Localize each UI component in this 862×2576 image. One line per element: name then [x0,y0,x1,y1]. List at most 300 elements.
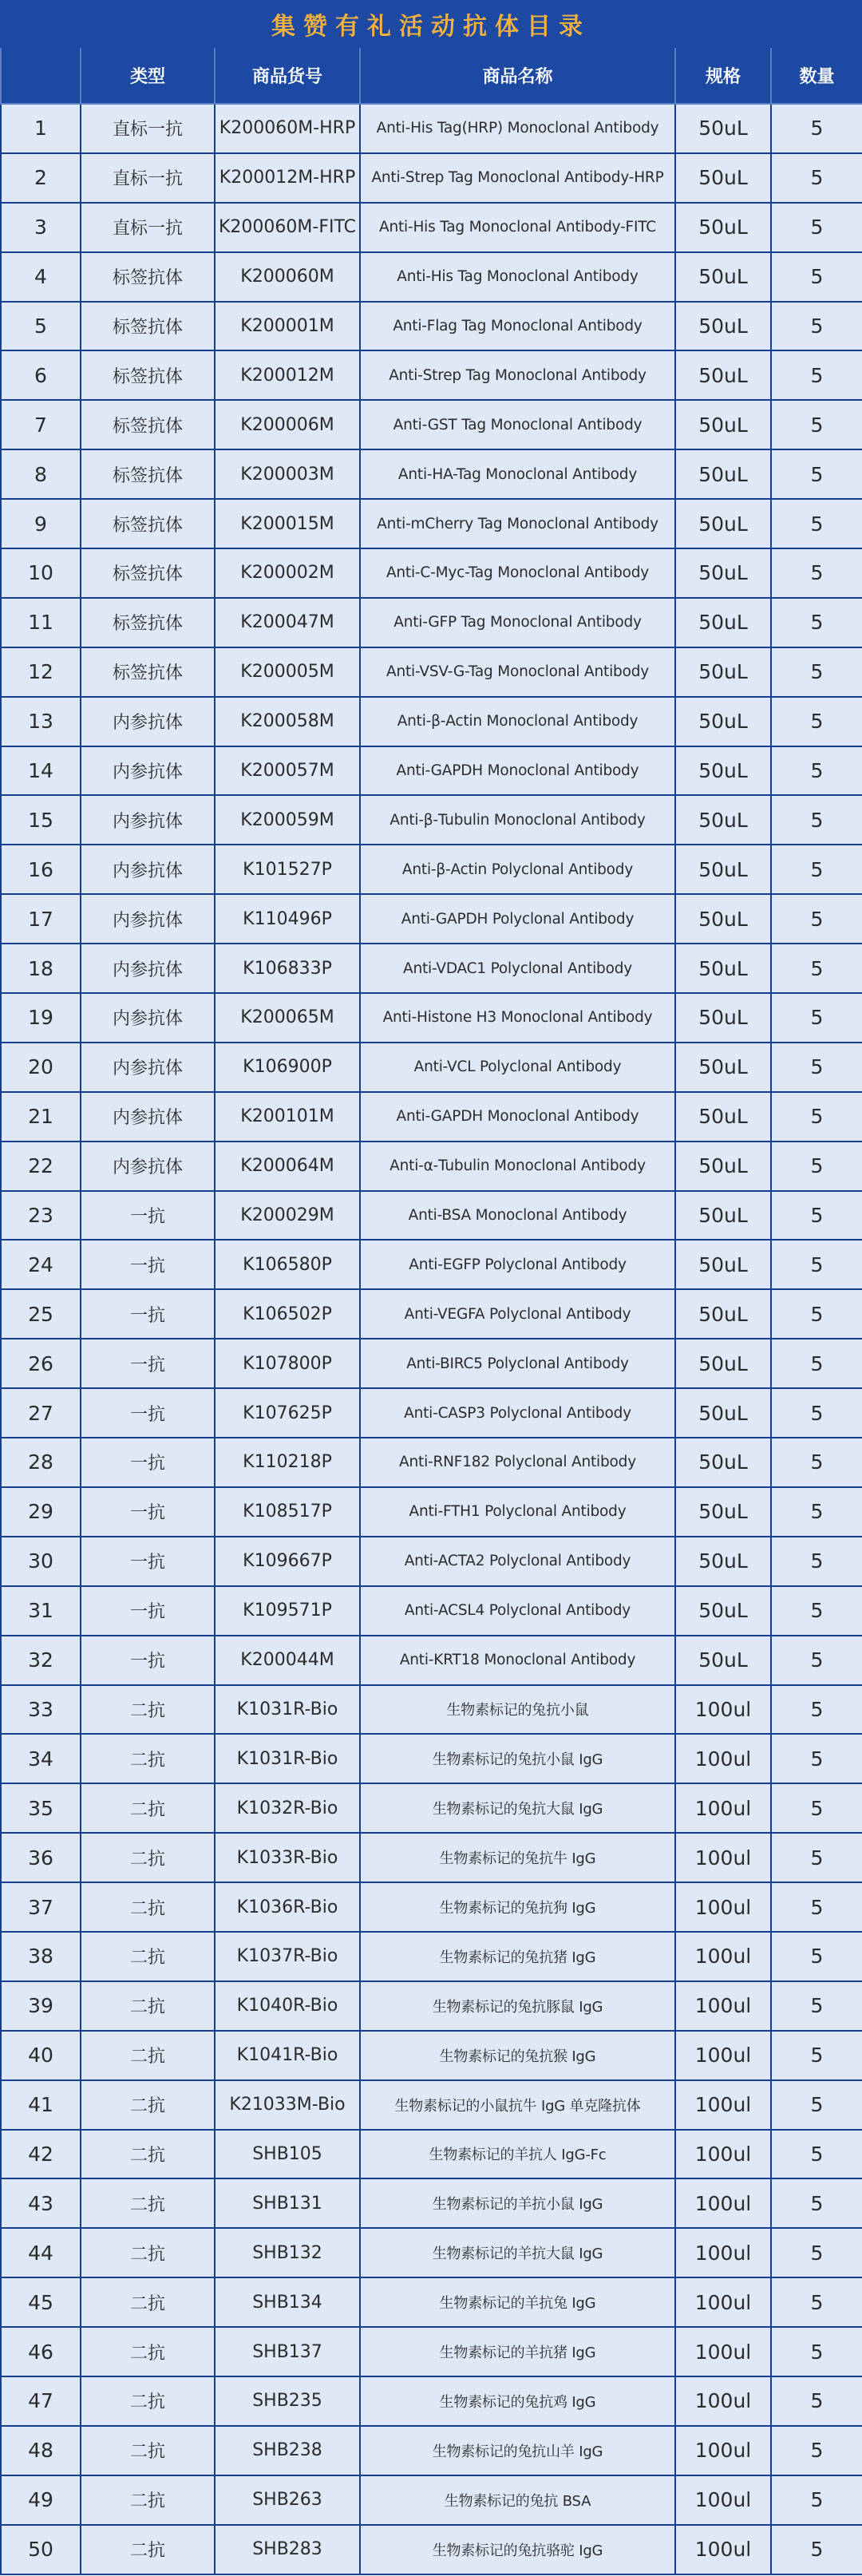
table-row [1,1339,862,1388]
row-quantity: 5 [771,400,862,449]
table-row [1,647,862,697]
row-product-code: K110496P [215,894,360,944]
row-product-name: 生物素标记的兔抗猴 IgG [360,2031,675,2080]
table-row [1,203,862,252]
table-row [1,993,862,1043]
row-index: 22 [1,1142,81,1191]
row-spec: 50uL [675,1289,771,1339]
row-product-code: K109571P [215,1586,360,1636]
table-row [1,894,862,944]
row-spec: 50uL [675,153,771,203]
row-spec: 50uL [675,1636,771,1685]
table-row [1,400,862,449]
table-row [1,2376,862,2426]
row-type: 内参抗体 [81,1092,215,1142]
table-row [1,795,862,845]
row-product-name: Anti-ACSL4 Polyclonal Antibody [360,1586,675,1636]
row-type: 标签抗体 [81,598,215,647]
row-product-code: K1036R-Bio [215,1882,360,1932]
row-quantity: 5 [771,993,862,1043]
row-spec: 100ul [675,1981,771,2031]
row-product-code: K106900P [215,1043,360,1092]
table-row [1,1191,862,1241]
row-spec: 100ul [675,2475,771,2525]
row-spec: 50uL [675,1586,771,1636]
table-row [1,697,862,746]
row-product-name: Anti-VEGFA Polyclonal Antibody [360,1289,675,1339]
row-type: 二抗 [81,2376,215,2426]
row-type: 内参抗体 [81,944,215,993]
row-product-name: Anti-VSV-G-Tag Monoclonal Antibody [360,647,675,697]
row-type: 直标一抗 [81,104,215,153]
row-product-name: Anti-CASP3 Polyclonal Antibody [360,1388,675,1438]
row-product-name: Anti-ACTA2 Polyclonal Antibody [360,1537,675,1586]
row-product-name: Anti-His Tag Monoclonal Antibody [360,252,675,302]
row-product-name: Anti-Histone H3 Monoclonal Antibody [360,993,675,1043]
row-type: 内参抗体 [81,1142,215,1191]
table-row [1,1043,862,1092]
table-row [1,1932,862,1981]
row-quantity: 5 [771,894,862,944]
row-type: 一抗 [81,1586,215,1636]
table-row [1,1882,862,1932]
row-spec: 100ul [675,1882,771,1932]
row-index: 37 [1,1882,81,1932]
row-quantity: 5 [771,1833,862,1882]
row-index: 25 [1,1289,81,1339]
row-index: 10 [1,548,81,598]
table-row [1,1289,862,1339]
row-spec: 100ul [675,1783,771,1833]
row-spec: 50uL [675,993,771,1043]
table-row [1,1734,862,1783]
row-type: 二抗 [81,2475,215,2525]
row-index: 16 [1,845,81,894]
row-index: 33 [1,1685,81,1735]
row-product-code: K1041R-Bio [215,2031,360,2080]
row-product-code: K106580P [215,1240,360,1289]
row-quantity: 5 [771,1685,862,1735]
row-type: 标签抗体 [81,647,215,697]
row-index: 4 [1,252,81,302]
row-index: 30 [1,1537,81,1586]
row-quantity: 5 [771,2178,862,2228]
row-spec: 100ul [675,1833,771,1882]
row-quantity: 5 [771,252,862,302]
row-product-code: SHB134 [215,2277,360,2327]
table-row [1,449,862,499]
row-product-code: K200058M [215,697,360,746]
table-row [1,944,862,993]
row-quantity: 5 [771,1882,862,1932]
row-product-name: 生物素标记的兔抗牛 IgG [360,1833,675,1882]
row-product-code: K200060M-FITC [215,203,360,252]
row-quantity: 5 [771,1240,862,1289]
row-quantity: 5 [771,1289,862,1339]
table-row [1,548,862,598]
row-product-name: Anti-β-Tubulin Monoclonal Antibody [360,795,675,845]
table-row [1,1636,862,1685]
row-product-name: 生物素标记的兔抗骆驼 IgG [360,2525,675,2574]
row-type: 二抗 [81,2277,215,2327]
row-index: 19 [1,993,81,1043]
row-quantity: 5 [771,2130,862,2179]
row-type: 标签抗体 [81,400,215,449]
row-product-code: K200060M [215,252,360,302]
row-type: 二抗 [81,2178,215,2228]
row-type: 内参抗体 [81,894,215,944]
table-row [1,1438,862,1487]
header-type: 类型 [81,48,215,104]
row-product-code: K1031R-Bio [215,1685,360,1735]
row-quantity: 5 [771,795,862,845]
row-product-name: Anti-Flag Tag Monoclonal Antibody [360,302,675,351]
row-quantity: 5 [771,2525,862,2574]
table-row [1,1833,862,1882]
row-product-name: 生物素标记的小鼠抗牛 IgG 单克隆抗体 [360,2080,675,2130]
row-spec: 50uL [675,1537,771,1586]
table-row [1,746,862,796]
row-product-name: Anti-FTH1 Polyclonal Antibody [360,1487,675,1537]
row-product-name: 生物素标记的兔抗豚鼠 IgG [360,1981,675,2031]
row-spec: 50uL [675,647,771,697]
row-product-code: K107800P [215,1339,360,1388]
row-type: 一抗 [81,1191,215,1241]
row-product-code: SHB238 [215,2426,360,2475]
row-index: 40 [1,2031,81,2080]
table-row [1,302,862,351]
row-product-name: 生物素标记的兔抗大鼠 IgG [360,1783,675,1833]
row-index: 35 [1,1783,81,1833]
row-spec: 50uL [675,1142,771,1191]
row-product-name: Anti-EGFP Polyclonal Antibody [360,1240,675,1289]
row-spec: 100ul [675,2426,771,2475]
row-spec: 50uL [675,795,771,845]
row-quantity: 5 [771,1142,862,1191]
row-quantity: 5 [771,1734,862,1783]
table-row [1,1685,862,1735]
row-type: 一抗 [81,1438,215,1487]
table-row [1,1142,862,1191]
row-product-name: Anti-GST Tag Monoclonal Antibody [360,400,675,449]
row-index: 26 [1,1339,81,1388]
row-quantity: 5 [771,944,862,993]
header-spec: 规格 [675,48,771,104]
row-product-name: Anti-GFP Tag Monoclonal Antibody [360,598,675,647]
row-quantity: 5 [771,203,862,252]
row-product-code: K200012M [215,350,360,400]
row-quantity: 5 [771,153,862,203]
row-type: 二抗 [81,2426,215,2475]
row-product-name: Anti-GAPDH Monoclonal Antibody [360,746,675,796]
antibody-table [0,48,862,2575]
row-index: 41 [1,2080,81,2130]
row-spec: 50uL [675,104,771,153]
table-row [1,2031,862,2080]
row-type: 内参抗体 [81,795,215,845]
row-index: 15 [1,795,81,845]
row-index: 39 [1,1981,81,2031]
row-product-code: K1037R-Bio [215,1932,360,1981]
table-row [1,2475,862,2525]
row-index: 44 [1,2228,81,2277]
row-spec: 50uL [675,894,771,944]
row-quantity: 5 [771,1981,862,2031]
row-index: 13 [1,697,81,746]
row-product-code: K106502P [215,1289,360,1339]
row-product-code: K200057M [215,746,360,796]
row-type: 内参抗体 [81,845,215,894]
row-index: 21 [1,1092,81,1142]
row-quantity: 5 [771,104,862,153]
row-product-name: Anti-HA-Tag Monoclonal Antibody [360,449,675,499]
row-spec: 50uL [675,499,771,548]
row-quantity: 5 [771,697,862,746]
row-index: 47 [1,2376,81,2426]
row-quantity: 5 [771,1783,862,1833]
row-spec: 50uL [675,203,771,252]
row-quantity: 5 [771,746,862,796]
row-product-name: 生物素标记的兔抗猪 IgG [360,1932,675,1981]
row-type: 一抗 [81,1240,215,1289]
row-spec: 50uL [675,845,771,894]
row-index: 36 [1,1833,81,1882]
row-type: 一抗 [81,1636,215,1685]
row-spec: 50uL [675,252,771,302]
row-index: 46 [1,2327,81,2376]
row-spec: 100ul [675,2178,771,2228]
row-quantity: 5 [771,1043,862,1092]
row-index: 29 [1,1487,81,1537]
row-product-code: K200005M [215,647,360,697]
row-product-name: Anti-His Tag(HRP) Monoclonal Antibody [360,104,675,153]
row-type: 一抗 [81,1537,215,1586]
row-spec: 100ul [675,2228,771,2277]
row-index: 2 [1,153,81,203]
row-product-name: Anti-BIRC5 Polyclonal Antibody [360,1339,675,1388]
row-product-code: K109667P [215,1537,360,1586]
row-quantity: 5 [771,2031,862,2080]
header-product-name: 商品名称 [360,48,675,104]
row-index: 38 [1,1932,81,1981]
row-quantity: 5 [771,598,862,647]
table-row [1,2426,862,2475]
row-type: 内参抗体 [81,1043,215,1092]
row-product-name: Anti-α-Tubulin Monoclonal Antibody [360,1142,675,1191]
row-product-name: 生物素标记的兔抗小鼠 IgG [360,1734,675,1783]
header-quantity: 数量 [771,48,862,104]
table-row [1,845,862,894]
row-type: 二抗 [81,1981,215,2031]
row-spec: 50uL [675,548,771,598]
row-spec: 50uL [675,697,771,746]
row-product-name: Anti-C-Myc-Tag Monoclonal Antibody [360,548,675,598]
row-spec: 100ul [675,1734,771,1783]
table-row [1,252,862,302]
row-type: 标签抗体 [81,548,215,598]
table-row [1,499,862,548]
row-product-code: K107625P [215,1388,360,1438]
row-product-code: K200006M [215,400,360,449]
row-type: 一抗 [81,1487,215,1537]
table-header [1,48,862,104]
row-product-code: K108517P [215,1487,360,1537]
row-index: 23 [1,1191,81,1241]
row-product-code: SHB137 [215,2327,360,2376]
row-spec: 100ul [675,2525,771,2574]
row-quantity: 5 [771,647,862,697]
row-type: 内参抗体 [81,993,215,1043]
table-row [1,1388,862,1438]
row-quantity: 5 [771,2277,862,2327]
row-spec: 50uL [675,449,771,499]
row-product-code: K200029M [215,1191,360,1241]
table-row [1,104,862,153]
row-quantity: 5 [771,1339,862,1388]
row-index: 18 [1,944,81,993]
row-index: 42 [1,2130,81,2179]
row-product-name: 生物素标记的兔抗鸡 IgG [360,2376,675,2426]
row-spec: 100ul [675,2277,771,2327]
row-type: 二抗 [81,2228,215,2277]
row-spec: 100ul [675,1685,771,1735]
row-quantity: 5 [771,845,862,894]
row-product-name: 生物素标记的羊抗大鼠 IgG [360,2228,675,2277]
row-product-name: Anti-RNF182 Polyclonal Antibody [360,1438,675,1487]
row-product-name: 生物素标记的羊抗猪 IgG [360,2327,675,2376]
table-row [1,2327,862,2376]
row-spec: 100ul [675,1932,771,1981]
row-product-code: SHB235 [215,2376,360,2426]
row-type: 二抗 [81,1685,215,1735]
table-row [1,2525,862,2574]
row-spec: 100ul [675,2327,771,2376]
row-index: 31 [1,1586,81,1636]
row-quantity: 5 [771,2426,862,2475]
row-spec: 50uL [675,1191,771,1241]
row-quantity: 5 [771,548,862,598]
row-product-name: Anti-β-Actin Monoclonal Antibody [360,697,675,746]
row-type: 一抗 [81,1388,215,1438]
row-product-name: Anti-VDAC1 Polyclonal Antibody [360,944,675,993]
row-type: 二抗 [81,1882,215,1932]
row-product-code: K21033M-Bio [215,2080,360,2130]
row-index: 14 [1,746,81,796]
row-product-code: SHB131 [215,2178,360,2228]
row-type: 内参抗体 [81,697,215,746]
row-product-code: K1033R-Bio [215,1833,360,1882]
row-quantity: 5 [771,1537,862,1586]
row-index: 3 [1,203,81,252]
row-product-name: 生物素标记的羊抗人 IgG-Fc [360,2130,675,2179]
row-index: 1 [1,104,81,153]
row-index: 6 [1,350,81,400]
row-type: 一抗 [81,1339,215,1388]
row-product-name: Anti-GAPDH Polyclonal Antibody [360,894,675,944]
row-quantity: 5 [771,302,862,351]
row-type: 二抗 [81,2525,215,2574]
row-type: 二抗 [81,2080,215,2130]
header-index [1,48,81,104]
row-product-name: Anti-GAPDH Monoclonal Antibody [360,1092,675,1142]
table-row [1,2228,862,2277]
row-index: 20 [1,1043,81,1092]
header-row [1,48,862,104]
row-product-code: K200044M [215,1636,360,1685]
table-row [1,153,862,203]
row-product-code: SHB283 [215,2525,360,2574]
table-row [1,2080,862,2130]
row-product-name: Anti-Strep Tag Monoclonal Antibody-HRP [360,153,675,203]
row-product-name: Anti-KRT18 Monoclonal Antibody [360,1636,675,1685]
table-row [1,350,862,400]
row-product-code: K200064M [215,1142,360,1191]
row-index: 50 [1,2525,81,2574]
row-index: 43 [1,2178,81,2228]
row-quantity: 5 [771,2475,862,2525]
row-product-name: 生物素标记的羊抗小鼠 IgG [360,2178,675,2228]
row-quantity: 5 [771,2327,862,2376]
row-quantity: 5 [771,1438,862,1487]
table-row [1,1092,862,1142]
row-index: 11 [1,598,81,647]
row-product-code: K200060M-HRP [215,104,360,153]
row-quantity: 5 [771,1487,862,1537]
row-index: 8 [1,449,81,499]
row-spec: 50uL [675,746,771,796]
table-row [1,1586,862,1636]
row-product-name: 生物素标记的兔抗 BSA [360,2475,675,2525]
row-spec: 50uL [675,1438,771,1487]
row-type: 标签抗体 [81,302,215,351]
row-product-name: Anti-BSA Monoclonal Antibody [360,1191,675,1241]
row-product-code: K200002M [215,548,360,598]
row-index: 5 [1,302,81,351]
row-quantity: 5 [771,1932,862,1981]
row-type: 直标一抗 [81,203,215,252]
row-product-code: K200047M [215,598,360,647]
row-spec: 50uL [675,1043,771,1092]
row-product-code: K106833P [215,944,360,993]
row-quantity: 5 [771,1586,862,1636]
row-quantity: 5 [771,1636,862,1685]
row-spec: 50uL [675,944,771,993]
row-product-name: 生物素标记的羊抗兔 IgG [360,2277,675,2327]
row-product-code: K200003M [215,449,360,499]
row-spec: 100ul [675,2130,771,2179]
row-product-code: K200012M-HRP [215,153,360,203]
row-quantity: 5 [771,350,862,400]
row-spec: 50uL [675,1240,771,1289]
row-quantity: 5 [771,1092,862,1142]
row-product-code: K1040R-Bio [215,1981,360,2031]
table-row [1,1537,862,1586]
row-index: 12 [1,647,81,697]
row-type: 二抗 [81,2031,215,2080]
row-product-code: SHB105 [215,2130,360,2179]
row-index: 48 [1,2426,81,2475]
table-row [1,1487,862,1537]
table-body [1,104,862,2574]
row-quantity: 5 [771,449,862,499]
row-index: 27 [1,1388,81,1438]
row-quantity: 5 [771,499,862,548]
row-product-name: Anti-Strep Tag Monoclonal Antibody [360,350,675,400]
row-spec: 50uL [675,598,771,647]
row-product-code: K101527P [215,845,360,894]
row-index: 17 [1,894,81,944]
row-index: 49 [1,2475,81,2525]
